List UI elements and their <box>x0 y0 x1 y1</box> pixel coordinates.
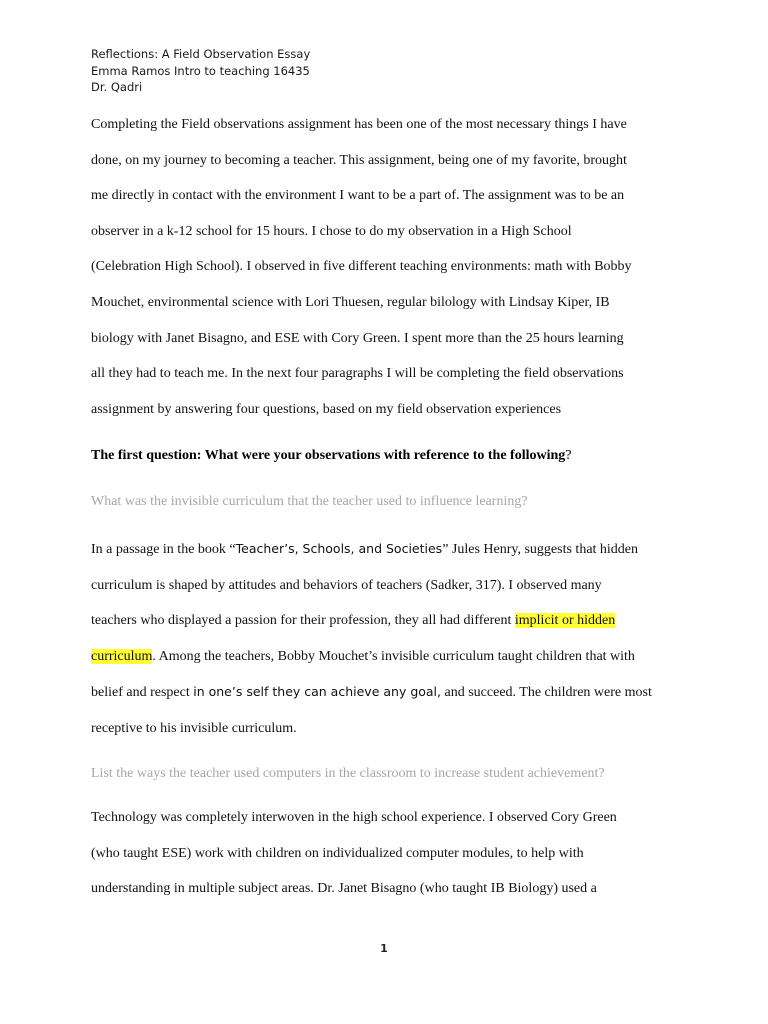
author-line: Emma Ramos Intro to teaching 16435 <box>91 63 310 78</box>
technology-paragraph <box>91 800 691 907</box>
instructor-name: Dr. Qadri <box>91 80 143 94</box>
page-number: 1 <box>380 942 388 955</box>
text-fragment: ” Jules Henry, suggests that hidden <box>442 542 639 557</box>
paragraph-line <box>91 639 691 675</box>
paragraph-line: (Celebration High School). I observed in five different teaching environments: math with Bobby <box>91 259 632 275</box>
paragraph-line: receptive to his invisible curriculum. <box>91 720 297 736</box>
first-question-text: The first question: What were your observations with reference to the following <box>91 448 566 463</box>
highlighted-text: curriculum <box>91 648 153 664</box>
text-fragment: and succeed. The children were most <box>441 685 652 701</box>
paragraph-line: Completing the Field observations assignment has been one of the most necessary things I have <box>91 117 627 132</box>
first-question-heading <box>91 442 572 470</box>
essay-title: Reflections: A Field Observation Essay <box>91 47 311 61</box>
paragraph-line: assignment by answering four questions, based on my field observation experiences <box>91 401 562 417</box>
text-fragment: . Among the teachers, Bobby Mouchet’s invisible curriculum taught children that with <box>152 648 635 664</box>
document-header <box>91 46 310 96</box>
paragraph-line <box>91 603 691 639</box>
paragraph-line: curriculum is shaped by attitudes and behaviors of teachers (Sadker, 317). I observed many <box>91 577 602 593</box>
paragraph-line: observer in a k-12 school for 15 hours. I chose to do my observation in a High School <box>91 223 572 239</box>
paragraph-line: (who taught ESE) work with children on individualized computer modules, to help with <box>91 845 584 861</box>
text-fragment: in one’s self they can achieve any goal, <box>193 684 442 700</box>
paragraph-line <box>91 674 691 711</box>
text-fragment: In a passage in the book “ <box>91 542 236 557</box>
subquestion-computers: List the ways the teacher used computers in the classroom to increase student achievement? <box>91 766 605 781</box>
paragraph-line: understanding in multiple subject areas. Dr. Janet Bisagno (who taught IB Biology) used a <box>91 881 597 897</box>
paragraph-line: biology with Janet Bisagno, and ESE with Cory Green. I spent more than the 25 hours learning <box>91 330 624 346</box>
paragraph-line <box>91 531 691 568</box>
invisible-curriculum-paragraph <box>91 531 691 747</box>
book-title: Teacher’s, Schools, and Societies <box>235 541 443 556</box>
text-fragment: teachers who displayed a passion for their profession, they all had different <box>91 613 515 629</box>
paragraph-line: all they had to teach me. In the next four paragraphs I will be completing the field observations <box>91 366 624 382</box>
paragraph-line: Technology was completely interwoven in the high school experience. I observed Cory Green <box>91 810 617 825</box>
paragraph-line: Mouchet, environmental science with Lori Thuesen, regular bilology with Lindsay Kiper, IB <box>91 294 610 310</box>
subquestion-invisible-curriculum: What was the invisible curriculum that the teacher used to influence learning? <box>91 494 528 509</box>
paragraph-line: me directly in contact with the environment I want to be a part of. The assignment was to be an <box>91 188 625 204</box>
text-fragment: belief and respect <box>91 685 194 701</box>
paragraph-line: done, on my journey to becoming a teacher. This assignment, being one of my favorite, brought <box>91 152 627 168</box>
intro-paragraph <box>91 107 691 427</box>
highlighted-text: implicit or hidden <box>514 613 616 629</box>
question-mark: ? <box>565 448 572 463</box>
